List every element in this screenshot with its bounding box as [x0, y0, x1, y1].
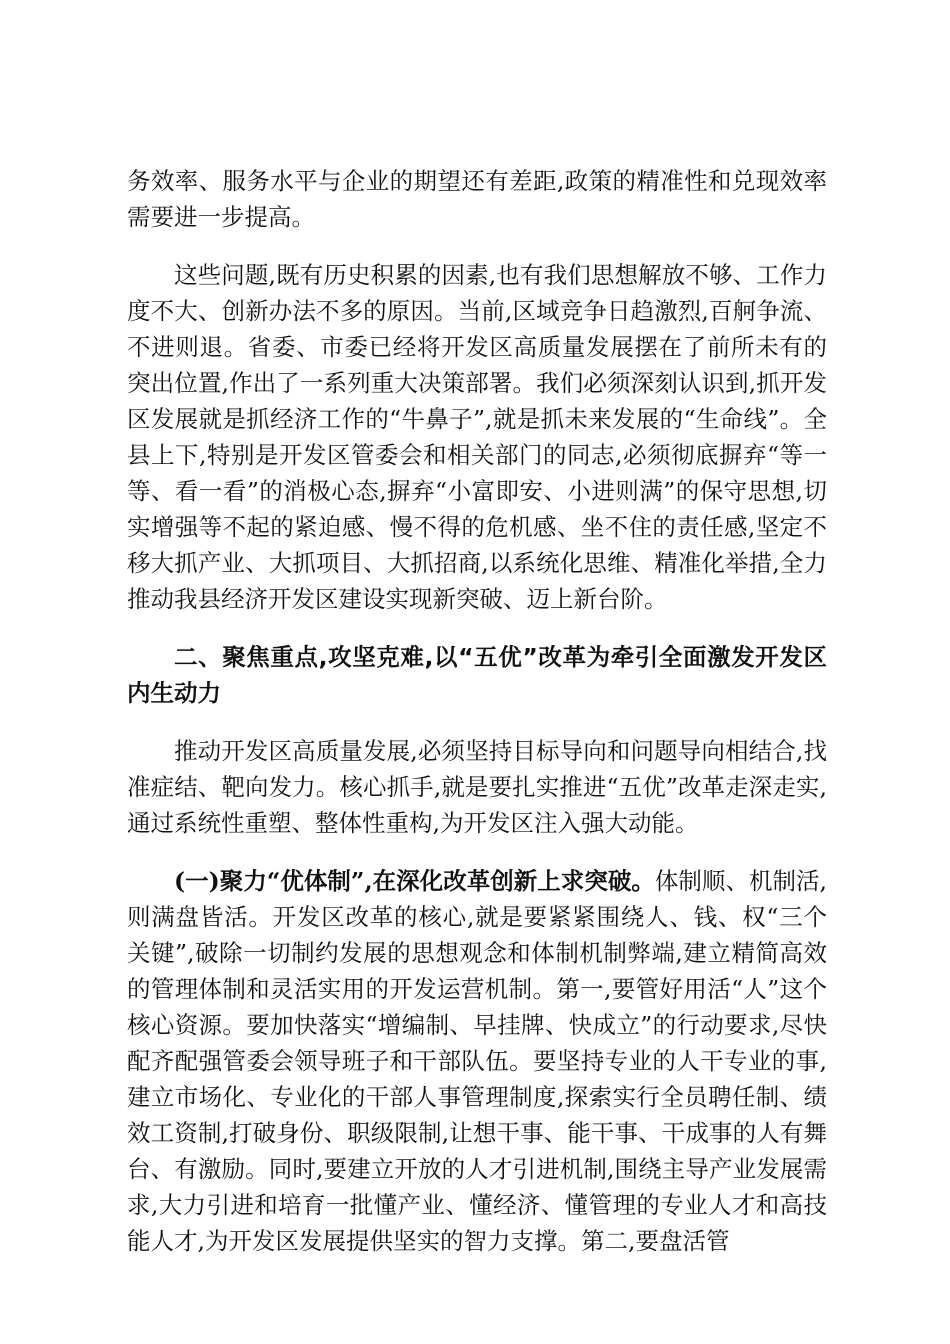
paragraph-continuation: 务效率、服务水平与企业的期望还有差距,政策的精准性和兑现效率需要进一步提高。: [127, 167, 827, 231]
document-page: [127, 163, 827, 1281]
subheading-optimize-system: (一)聚力“优体制”,在深化改革创新上求突破。: [174, 867, 655, 895]
paragraph-optimize-system-body: 体制顺、机制活,则满盘皆活。开发区改革的核心,就是要紧紧围绕人、钱、权“三个关键”,破除一切制约发展的思想观念和体制机制弊端,建立精简高效的管理体制和灵活实用的开发运营机制。第一,要管好用活“人”这个核心资源。要加快落实“增编制、早挂牌、快成立”的行动要求,尽快配齐配强管委会领导班子和干部队伍。要坚持专业的人干专业的事,建立市场化、专业化的干部人事管理制度,探索实行全员聘任制、绩效工资制,打破身份、职级限制,让想干事、能干事、干成事的人有舞台、有激励。同时,要建立开放的人才引进机制,围绕主导产业发展需求,大力引进和培育一批懂产业、懂经济、懂管理的专业人才和高技能人才,为开发区发展提供坚实的智力支撑。第二,要盘活管: [127, 867, 827, 1255]
paragraph-problems: 这些问题,既有历史积累的因素,也有我们思想解放不够、工作力度不大、创新办法不多的原因。当前,区域竞争日趋激烈,百舸争流、不进则退。省委、市委已经将开发区高质量发展摆在了前所未有的突出位置,作出了一系列重大决策部署。我们必须深刻认识到,抓开发区发展就是抓经济工作的“牛鼻子”,就是抓未来发展的“生命线”。全县上下,特别是开发区管委会和相关部门的同志,必须彻底摒弃“等一等、看一看”的消极心态,摒弃“小富即安、小进则满”的保守思想,切实增强等不起的紧迫感、慢不得的危机感、坐不住的责任感,坚定不移大抓产业、大抓项目、大抓招商,以系统化思维、精准化举措,全力推动我县经济开发区建设实现新突破、迈上新台阶。: [127, 261, 827, 613]
section-heading-2: 二、聚焦重点,攻坚克难,以“五优”改革为牵引全面激发开发区内生动力: [127, 643, 827, 707]
paragraph-section-intro: 推动开发区高质量发展,必须坚持目标导向和问题导向相结合,找准症结、靶向发力。核心抓手,就是要扎实推进“五优”改革走深走实,通过系统性重塑、整体性重构,为开发区注入强大动能。: [127, 737, 827, 837]
paragraph-optimize-system: [127, 863, 827, 1259]
